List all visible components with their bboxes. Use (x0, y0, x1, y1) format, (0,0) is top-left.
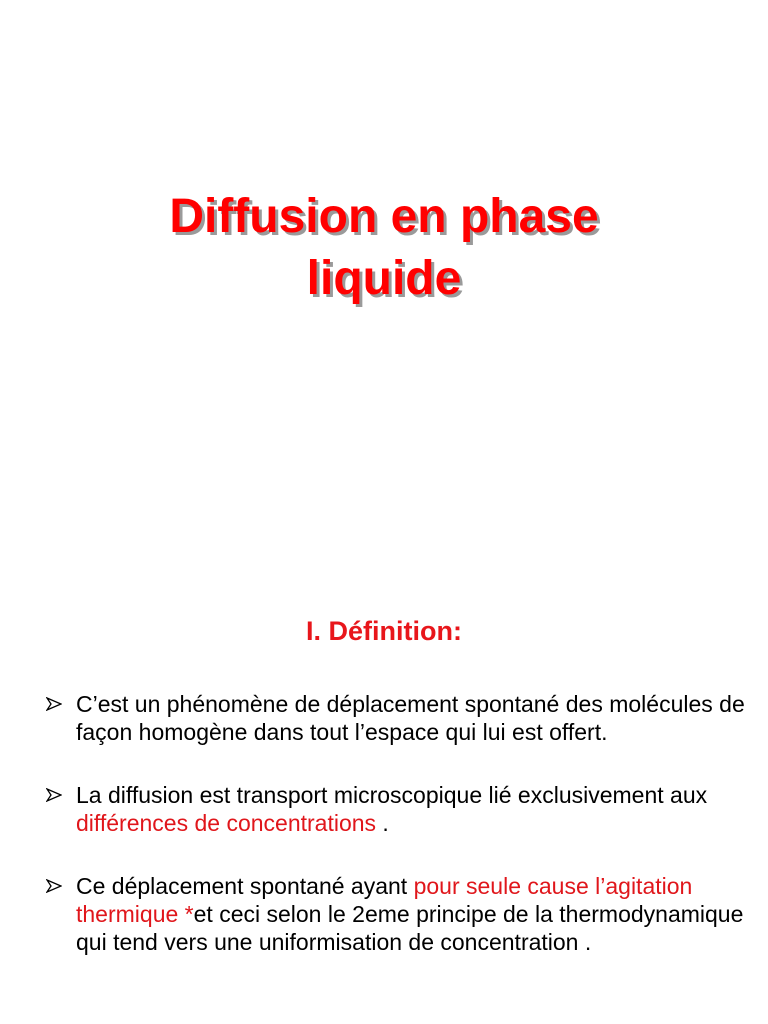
bullet-highlight: différences de concentrations (76, 810, 377, 836)
bullet-item-deplacement (46, 872, 746, 956)
section-heading: I. Définition: (306, 616, 462, 646)
bullet-highlight: pour seule cause l’agitation thermique * (76, 873, 693, 927)
arrow-bullet-icon (46, 690, 70, 718)
bullet-item-definition (46, 690, 746, 746)
bullet-text-suffix: . (376, 810, 389, 836)
bullet-text: C’est un phénomène de déplacement spontané des molécules de façon homogène dans tout l’espace qui lui est offert. (76, 691, 745, 745)
bullet-text-prefix: Ce déplacement spontané ayant (76, 873, 414, 899)
title-line-2: liquide (306, 252, 462, 305)
arrow-bullet-icon (46, 872, 70, 900)
bullet-item-diffusion (46, 781, 746, 837)
bullet-text-suffix: et ceci selon le 2eme principe de la thermodynamique qui tend vers une uniformisation de concentration . (76, 901, 744, 955)
bullet-list (46, 690, 746, 956)
bullet-text-prefix: La diffusion est transport microscopique lié exclusivement aux (76, 782, 708, 808)
arrow-bullet-icon (46, 781, 70, 809)
page-title (0, 186, 768, 310)
title-line-1: Diffusion en phase (169, 190, 599, 243)
